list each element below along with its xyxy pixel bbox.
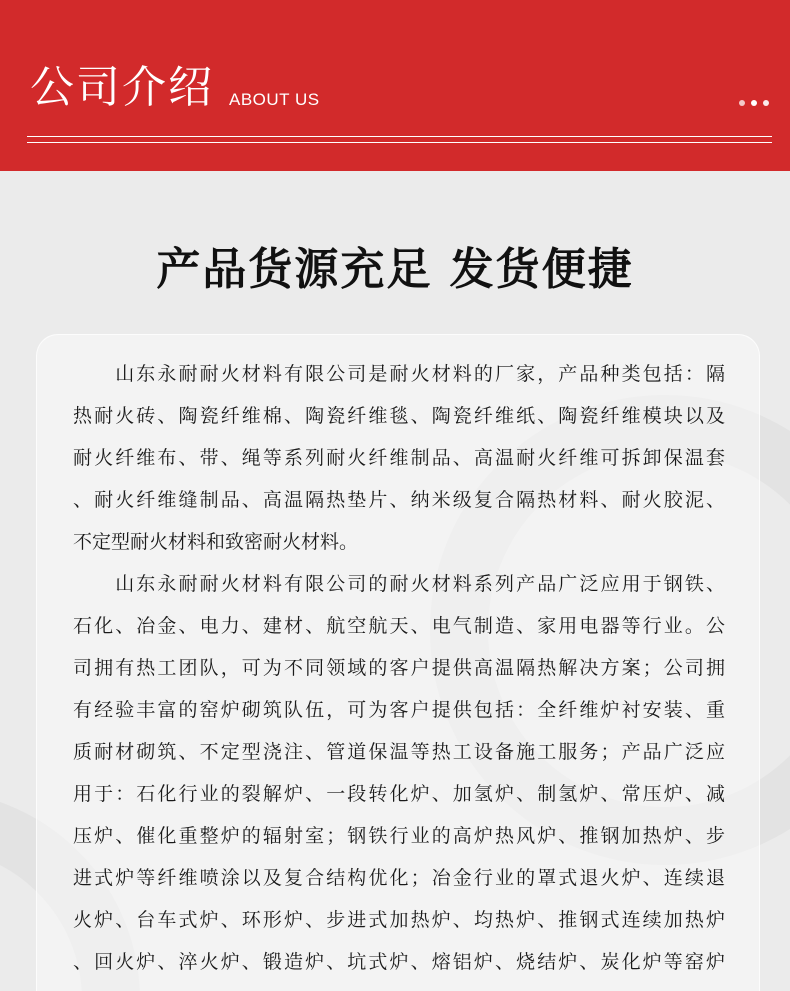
decorative-dots-icon xyxy=(739,100,771,106)
headline: 产品货源充足 发货便捷 xyxy=(156,244,634,295)
text-line: 压炉、催化重整炉的辐射室；钢铁行业的高炉热风炉、推钢加热炉、步 xyxy=(73,825,725,847)
text-line: 、耐火纤维缝制品、高温隔热垫片、纳米级复合隔热材料、耐火胶泥、 xyxy=(73,489,725,511)
text-line: 山东永耐耐火材料有限公司是耐火材料的厂家，产品种类包括：隔 xyxy=(73,363,725,385)
text-line: 司拥有热工团队，可为不同领域的客户提供高温隔热解决方案；公司拥 xyxy=(73,657,725,679)
company-description xyxy=(73,353,725,983)
text-line: 火炉、台车式炉、环形炉、步进式加热炉、均热炉、推钢式连续加热炉 xyxy=(73,909,725,931)
paragraph xyxy=(73,563,725,983)
text-line: 不定型耐火材料和致密耐火材料。 xyxy=(73,531,359,553)
text-line: 有经验丰富的窑炉砌筑队伍，可为客户提供包括：全纤维炉衬安装、重 xyxy=(73,699,725,721)
text-line: 山东永耐耐火材料有限公司的耐火材料系列产品广泛应用于钢铁、 xyxy=(73,573,725,595)
text-line: 耐火纤维布、带、绳等系列耐火纤维制品、高温耐火纤维可拆卸保温套 xyxy=(73,447,725,469)
dot-icon xyxy=(751,100,757,106)
text-line: 质耐材砌筑、不定型浇注、管道保温等热工设备施工服务；产品广泛应 xyxy=(73,741,725,763)
dot-icon xyxy=(739,100,745,106)
header-banner xyxy=(0,0,790,171)
paragraph xyxy=(73,353,725,563)
text-line: 进式炉等纤维喷涂以及复合结构优化；冶金行业的罩式退火炉、连续退 xyxy=(73,867,725,889)
text-line: 、回火炉、淬火炉、锻造炉、坑式炉、熔铝炉、烧结炉、炭化炉等窑炉 xyxy=(73,951,725,973)
section-subtitle: ABOUT US xyxy=(229,90,320,109)
dot-icon xyxy=(763,100,769,106)
text-line: 热耐火砖、陶瓷纤维棉、陶瓷纤维毯、陶瓷纤维纸、陶瓷纤维模块以及 xyxy=(73,405,725,427)
section-title: 公司介绍 xyxy=(30,62,214,113)
text-line: 石化、冶金、电力、建材、航空航天、电气制造、家用电器等行业。公 xyxy=(73,615,725,637)
text-line: 用于：石化行业的裂解炉、一段转化炉、加氢炉、制氢炉、常压炉、减 xyxy=(73,783,725,805)
header-divider xyxy=(27,136,772,137)
header-divider xyxy=(27,142,772,143)
